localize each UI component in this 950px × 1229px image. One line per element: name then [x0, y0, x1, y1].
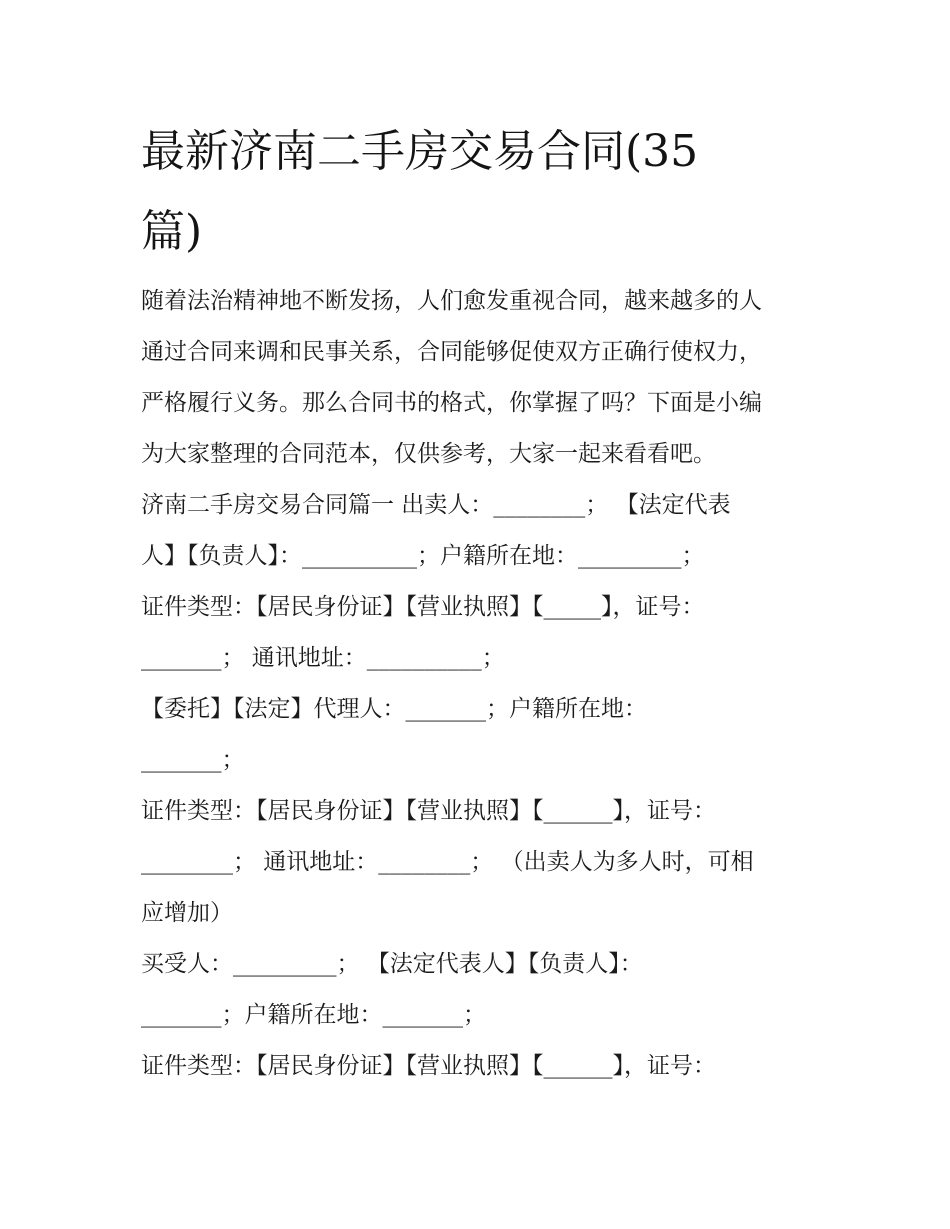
body-line: _______； 通讯地址：__________；	[141, 645, 505, 671]
body-line: 随着法治精神地不断发扬，人们愈发重视合同，越来越多的人	[141, 288, 762, 314]
body-line: ________； 通讯地址：________； （出卖人为多人时，可相	[141, 849, 754, 875]
body-line: 证件类型：【居民身份证】【营业执照】【______】，证号：	[141, 1053, 716, 1079]
body-line: _______；	[141, 747, 245, 773]
body-line: 严格履行义务。那么合同书的格式，你掌握了吗？下面是小编	[141, 390, 762, 416]
document-body	[141, 276, 821, 1092]
document-title	[141, 112, 821, 272]
body-line: 买受人：_________； 【法定代表人】【负责人】：	[141, 951, 643, 977]
body-line: 人】【负责人】：__________；户籍所在地：_________；	[141, 543, 705, 569]
body-line: 【委托】【法定】代理人：_______；户籍所在地：	[141, 696, 647, 722]
body-line: 应增加）	[141, 900, 233, 926]
body-line: _______；户籍所在地：_______；	[141, 1002, 486, 1028]
body-line: 为大家整理的合同范本，仅供参考，大家一起来看看吧。	[141, 441, 716, 467]
body-line: 证件类型：【居民身份证】【营业执照】【_____】，证号：	[141, 594, 705, 620]
title-line-2: 篇)	[141, 206, 203, 257]
body-line: 证件类型：【居民身份证】【营业执照】【______】，证号：	[141, 798, 716, 824]
body-line: 济南二手房交易合同篇一 出卖人：________； 【法定代表	[141, 492, 731, 518]
body-line: 通过合同来调和民事关系，合同能够促使双方正确行使权力，	[141, 339, 762, 365]
title-line-1: 最新济南二手房交易合同(35	[141, 126, 699, 177]
